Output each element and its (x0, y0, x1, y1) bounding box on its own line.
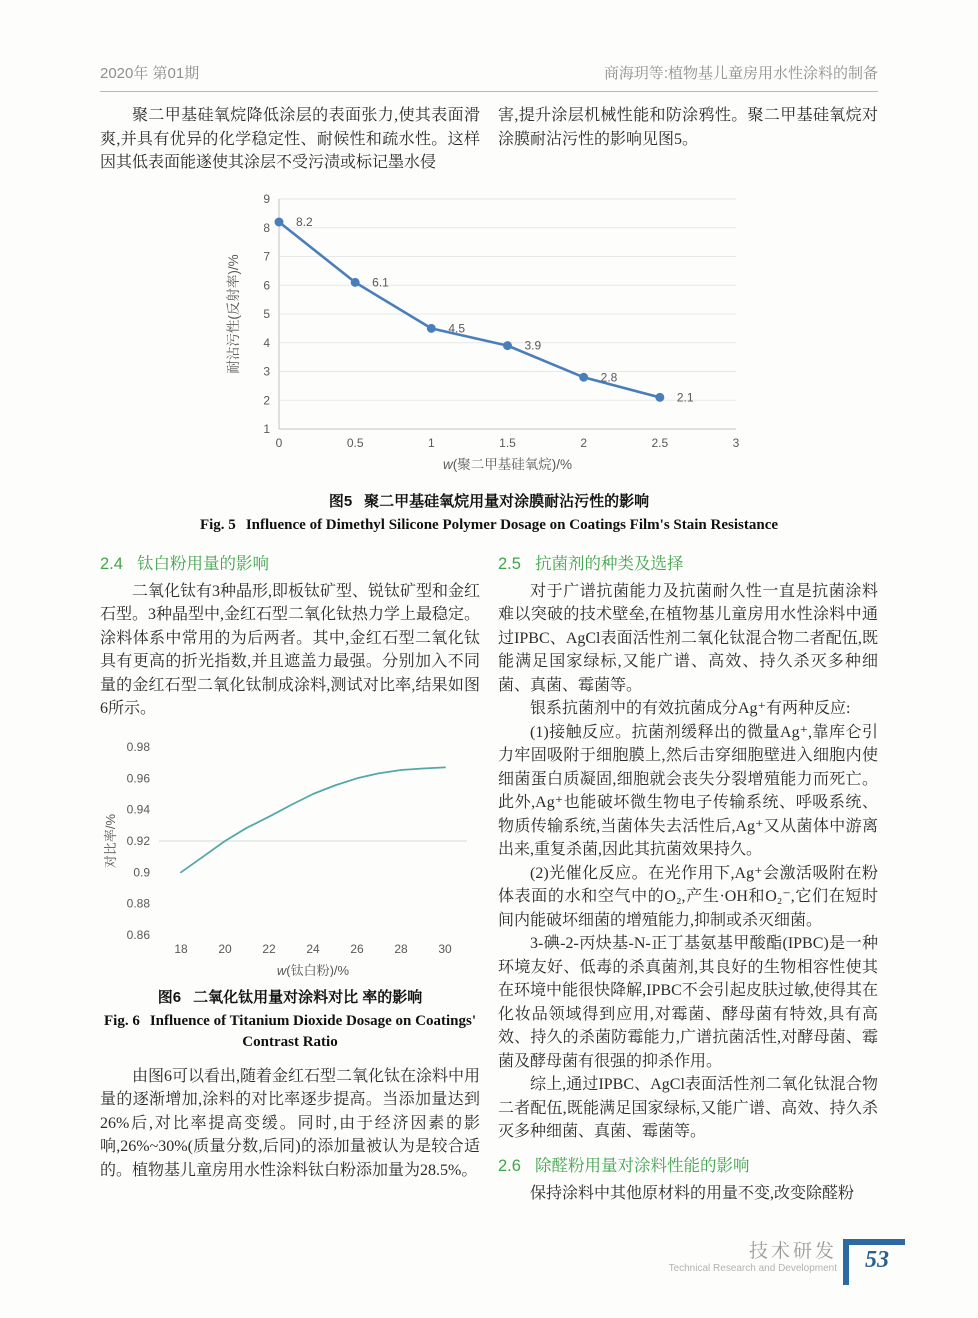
footer-section-title-en: Technical Research and Development (668, 1263, 837, 1274)
fig6-caption-number-cn: 图6 (157, 988, 182, 1006)
svg-text:2.8: 2.8 (600, 369, 618, 384)
intro-right-column (498, 104, 878, 175)
svg-text:9: 9 (263, 191, 270, 206)
svg-text:4.5: 4.5 (448, 320, 466, 335)
svg-text:w(钛白粉)/%: w(钛白粉)/% (276, 962, 350, 977)
svg-text:0.92: 0.92 (126, 833, 150, 848)
svg-text:26: 26 (350, 941, 364, 956)
page-number-box (843, 1239, 905, 1285)
section-2-5-heading: 2.5 抗菌剂的种类及选择 (498, 554, 684, 573)
svg-text:8.2: 8.2 (296, 214, 313, 229)
svg-text:3.9: 3.9 (524, 338, 542, 353)
intro-paragraph-left: 聚二甲基硅氧烷降低涂层的表面张力,使其表面滑爽,并具有优异的化学稳定性、耐候性和疏水性。这样因其低表面能遂使其涂层不受污渍或标记墨水侵 (100, 107, 480, 171)
svg-text:18: 18 (174, 941, 188, 956)
right-column (498, 542, 878, 1206)
figure-6 (100, 731, 480, 1053)
svg-text:w(聚二甲基硅氧烷)/%: w(聚二甲基硅氧烷)/% (443, 456, 572, 472)
intro-paragraph-right: 害,提升涂层机械性能和防涂鸦性。聚二甲基硅氧烷对涂膜耐沾污性的影响见图5。 (498, 107, 878, 148)
svg-text:1: 1 (263, 421, 270, 436)
section-2-4-heading: 2.4 钛白粉用量的影响 (100, 554, 269, 573)
fig5-caption-en: Fig. 5 Influence of Dimethyl Silicone Polymer Dosage on Coatings Film's Stain Resistance (199, 516, 779, 533)
svg-text:5: 5 (263, 306, 270, 321)
fig5-caption-number-cn: 图5 (328, 492, 353, 510)
svg-text:1: 1 (427, 435, 435, 450)
fig6-caption-cn: 图6 二氧化钛用量对涂料对比 率的影响 (157, 988, 423, 1006)
section-2-5-paragraph-4: (2)光催化反应。在光作用下,Ag⁺会激活吸附在粉体表面的水和空气中的O₂,产生·OH和O₂⁻,它们在短时间内能破坏细菌的增殖能力,抑制或杀灭细菌。 (498, 864, 878, 929)
svg-text:2: 2 (580, 435, 588, 450)
svg-text:2: 2 (263, 392, 270, 407)
fig6-line-chart (101, 731, 479, 977)
page-footer (669, 1239, 905, 1285)
footer-section-labels (669, 1239, 837, 1275)
page-number: 53 (865, 1247, 889, 1273)
page-content (100, 104, 878, 1205)
svg-text:0.9: 0.9 (133, 864, 150, 879)
svg-text:20: 20 (218, 941, 232, 956)
section-2-5-paragraph-5: 3-碘-2-丙炔基-N-正丁基氨基甲酸酯(IPBC)是一种环境友好、低毒的杀真菌剂,其良好的生物相容性使其在环境中能很快降解,IPBC不会引起皮肤过敏,使得其在化妆品领域得到应用,对霉菌、酵母菌有特效,具有高效、持久的杀菌防霉能力,广谱抗菌活性,对酵母菌、霉菌及酵母菌有很强的抑杀作用。 (498, 935, 878, 1070)
svg-text:6: 6 (263, 277, 270, 292)
svg-text:0.88: 0.88 (126, 896, 150, 911)
main-columns (100, 542, 878, 1206)
left-column (100, 542, 480, 1206)
intro-row (100, 104, 878, 175)
svg-text:7: 7 (263, 249, 270, 263)
svg-text:耐沾污性(反射率)/%: 耐沾污性(反射率)/% (226, 253, 241, 374)
section-2-6-paragraph-1: 保持涂料中其他原材料的用量不变,改变除醛粉 (530, 1184, 855, 1202)
svg-text:0.86: 0.86 (126, 927, 150, 942)
fig6-caption-number-en: Fig. 6 (104, 1012, 140, 1029)
svg-text:3: 3 (732, 435, 740, 450)
section-2-5-paragraph-6: 综上,通过IPBC、AgCl表面活性剂二氧化钛混合物二者配伍,既能满足国家绿标,又能广谱、高效、持久杀灭多种细菌、真菌、霉菌等。 (498, 1076, 878, 1140)
svg-text:22: 22 (262, 941, 276, 956)
svg-text:24: 24 (306, 941, 320, 956)
section-2-4-paragraph-1: 二氧化钛有3种晶形,即板钛矿型、锐钛矿型和金红石型。3种晶型中,金红石型二氧化钛热力学上最稳定。涂料体系中常用的为后两者。其中,金红石型二氧化钛具有更高的折光指数,并且遮盖力最强。分别加入不同量的金红石型二氧化钛制成涂料,测试对比率,结果如图6所示。 (100, 582, 481, 717)
figure-5 (100, 189, 878, 536)
fig5-caption-number-en: Fig. 5 (199, 516, 236, 533)
page-header (100, 62, 878, 92)
section-2-4-paragraph-2: 由图6可以看出,随着金红石型二氧化钛在涂料中用量的逐渐增加,涂料的对比率逐步提高。当添加量达到26%后,对比率提高变缓。同时,由于经济因素的影响,26%~30%(质量分数,后同)的添加量被认为是较合适的。植物基儿童房用水性涂料钛白粉添加量为28.5%。 (100, 1067, 481, 1179)
svg-text:2.5: 2.5 (651, 435, 669, 450)
svg-text:0.98: 0.98 (126, 739, 150, 754)
section-2-5-paragraph-3: (1)接触反应。抗菌剂缓释出的微量Ag⁺,靠库仑引力牢固吸附于细胞膜上,然后击穿细胞壁进入细胞内使细菌蛋白质凝固,细胞就会丧失分裂增殖能力而死亡。此外,Ag⁺也能破坏微生物电子传输系统、呼吸系统、物质传输系统,当菌体失去活性后,Ag⁺又从菌体中游离出来,重复杀菌,因此其抗菌效果持久。 (498, 723, 878, 858)
section-2-5-paragraph-2: 银系抗菌剂中的有效抗菌成分Ag⁺有两种反应: (530, 700, 851, 717)
fig6-caption-en: Fig. 6 Influence of Titanium Dioxide Dosage on Coatings' Contrast Ratio (104, 1012, 476, 1050)
fig5-caption-cn: 图5 聚二甲基硅氧烷用量对涂膜耐沾污性的影响 (328, 492, 650, 510)
footer-section-title-cn: 技术研发 (748, 1241, 837, 1262)
header-issue: 2020年 第01期 (100, 65, 200, 82)
intro-left-column (100, 104, 480, 175)
svg-text:8: 8 (263, 220, 270, 235)
svg-text:0.5: 0.5 (346, 435, 364, 450)
svg-text:2.1: 2.1 (676, 389, 694, 404)
svg-text:28: 28 (394, 941, 408, 956)
svg-text:6.1: 6.1 (372, 274, 389, 289)
svg-text:3: 3 (263, 364, 270, 378)
svg-text:0: 0 (275, 435, 283, 450)
svg-text:4: 4 (263, 335, 270, 350)
header-running-title: 商海玥等:植物基儿童房用水性涂料的制备 (603, 65, 878, 82)
section-2-6-heading: 2.6 除醛粉用量对涂料性能的影响 (498, 1156, 750, 1175)
svg-text:30: 30 (438, 941, 452, 956)
fig5-line-chart (224, 189, 754, 481)
svg-text:0.94: 0.94 (126, 802, 150, 817)
section-2-5-paragraph-1: 对于广谱抗菌能力及抗菌耐久性一直是抗菌涂料难以突破的技术壁垒,在植物基儿童房用水性涂料中通过IPBC、AgCl表面活性剂二氧化钛混合物二者配伍,既能满足国家绿标,又能广谱、高效、持久杀灭多种细菌、真菌、霉菌等。 (498, 582, 878, 694)
svg-text:对比率/%: 对比率/% (103, 813, 118, 868)
svg-text:0.96: 0.96 (126, 770, 150, 785)
svg-text:1.5: 1.5 (499, 435, 516, 450)
